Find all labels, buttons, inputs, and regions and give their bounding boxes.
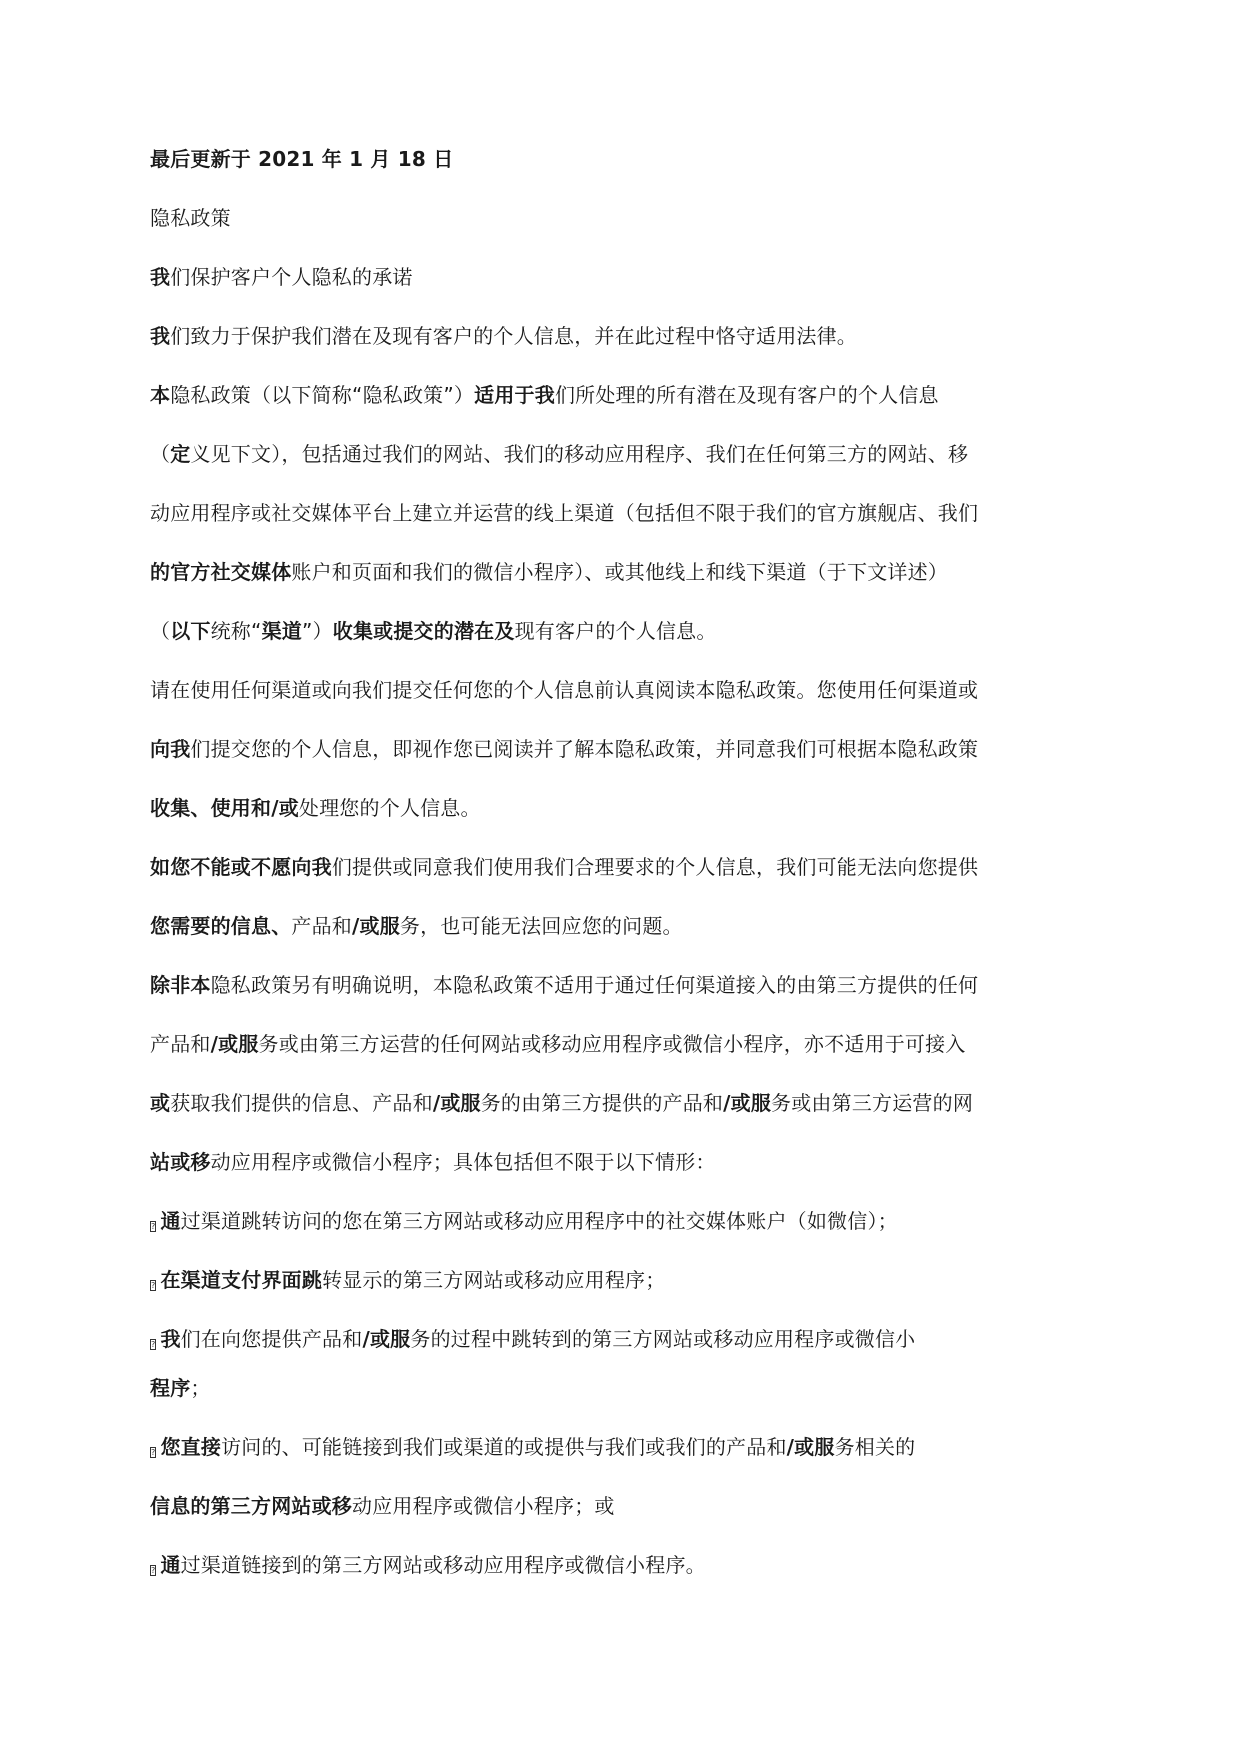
text-line bbox=[150, 147, 1090, 206]
text-run: 过渠道链接到的第三方网站或移动应用程序或微信小程序。 bbox=[180, 1553, 706, 1577]
bullet-placeholder-icon: ? bbox=[151, 1448, 156, 1457]
text-run: 账户和页面和我们的微信小程序）、或其他线上和线下渠道（于下文详述） bbox=[291, 560, 949, 584]
text-run: 获取我们提供的信息、产品和 bbox=[170, 1091, 433, 1115]
text-run: 转显示的第三方网站或移动应用程序； bbox=[322, 1268, 666, 1292]
text-run: 们在向您提供产品和 bbox=[180, 1327, 363, 1351]
bullet-placeholder-icon: ? bbox=[151, 1281, 156, 1290]
text-run: 隐私政策另有明确说明，本隐私政策不适用于通过任何渠道接入的由第三方提供的任何 bbox=[210, 973, 979, 997]
text-line bbox=[150, 678, 1090, 737]
text-line bbox=[150, 1376, 1090, 1435]
bold-text: /或服 bbox=[786, 1435, 835, 1459]
text-run: 们提交您的个人信息，即视作您已阅读并了解本隐私政策，并同意我们可根据本隐私政策 bbox=[190, 737, 979, 761]
text-run: 产品和 bbox=[291, 914, 353, 938]
text-run: 访问的、可能链接到我们或渠道的或提供与我们或我们的产品和 bbox=[221, 1435, 787, 1459]
text-run: 们致力于保护我们潜在及现有客户的个人信息，并在此过程中恪守适用法律。 bbox=[170, 324, 858, 348]
bold-text: 收集、使用和/或 bbox=[150, 796, 299, 820]
bold-text: /或服 bbox=[723, 1091, 772, 1115]
text-line bbox=[150, 619, 1090, 678]
text-run: 务或由第三方运营的任何网站或移动应用程序或微信小程序，亦不适用于可接入 bbox=[258, 1032, 966, 1056]
text-line bbox=[150, 1327, 1090, 1376]
bold-text: 站或移 bbox=[150, 1150, 211, 1174]
text-line bbox=[150, 442, 1090, 501]
bold-text: /或服 bbox=[432, 1091, 481, 1115]
bold-text: 如您不能或不愿向我 bbox=[150, 855, 332, 879]
text-line bbox=[150, 383, 1090, 442]
text-line bbox=[150, 1553, 1090, 1612]
text-line bbox=[150, 1435, 1090, 1494]
text-run: 动应用程序或微信小程序；或 bbox=[352, 1494, 615, 1518]
text-line bbox=[150, 973, 1090, 1032]
text-run: 隐私政策 bbox=[150, 206, 231, 230]
bold-text: 程序 bbox=[150, 1376, 191, 1400]
text-run: 们保护客户个人隐私的承诺 bbox=[170, 265, 413, 289]
text-line bbox=[150, 1150, 1090, 1209]
text-run: 务，也可能无法回应您的问题。 bbox=[399, 914, 683, 938]
bullet-placeholder-icon: ? bbox=[151, 1222, 156, 1231]
bold-text: 通 bbox=[160, 1209, 181, 1233]
bold-text: 定 bbox=[170, 442, 191, 466]
text-line bbox=[150, 855, 1090, 914]
text-run: 过渠道跳转访问的您在第三方网站或移动应用程序中的社交媒体账户（如微信）； bbox=[180, 1209, 898, 1233]
document-body bbox=[150, 147, 1090, 1612]
text-line bbox=[150, 1032, 1090, 1091]
text-line bbox=[150, 560, 1090, 619]
text-run: 隐私政策（以下简称“隐私政策”） bbox=[170, 383, 475, 407]
text-run: 动应用程序或微信小程序；具体包括但不限于以下情形： bbox=[210, 1150, 716, 1174]
text-run: 务的过程中跳转到的第三方网站或移动应用程序或微信小 bbox=[410, 1327, 916, 1351]
text-run: 处理您的个人信息。 bbox=[298, 796, 481, 820]
bold-text: 除非本 bbox=[150, 973, 211, 997]
text-run: （ bbox=[150, 619, 171, 643]
text-run: （ bbox=[150, 442, 171, 466]
text-run: 务或由第三方运营的网 bbox=[771, 1091, 974, 1115]
text-run: 务的由第三方提供的产品和 bbox=[480, 1091, 724, 1115]
bold-text: 我 bbox=[150, 324, 171, 348]
bold-text: 或 bbox=[150, 1091, 171, 1115]
text-line bbox=[150, 1209, 1090, 1268]
bold-text: 本 bbox=[150, 383, 171, 407]
text-run: ； bbox=[190, 1376, 211, 1400]
bold-text: 以下 bbox=[170, 619, 211, 643]
text-run: 现有客户的个人信息。 bbox=[514, 619, 717, 643]
text-run: 产品和 bbox=[150, 1032, 211, 1056]
bold-text: 通 bbox=[160, 1553, 181, 1577]
text-line bbox=[150, 1494, 1090, 1553]
text-line bbox=[150, 501, 1090, 560]
bold-text: 在渠道支付界面跳 bbox=[160, 1268, 323, 1292]
text-line bbox=[150, 265, 1090, 324]
bold-text: 信息的第三方网站或移 bbox=[150, 1494, 352, 1518]
bold-text: 您直接 bbox=[160, 1435, 222, 1459]
bold-text: /或服 bbox=[210, 1032, 259, 1056]
text-run: 请在使用任何渠道或向我们提交任何您的个人信息前认真阅读本隐私政策。您使用任何渠道或 bbox=[150, 678, 979, 702]
text-line bbox=[150, 324, 1090, 383]
bold-text: 我 bbox=[160, 1327, 181, 1351]
bold-text: /或服 bbox=[362, 1327, 411, 1351]
bold-text: /或服 bbox=[352, 914, 400, 938]
text-line bbox=[150, 1268, 1090, 1327]
text-line bbox=[150, 914, 1090, 973]
bold-text: 适用于我 bbox=[474, 383, 555, 407]
text-line bbox=[150, 796, 1090, 855]
text-line bbox=[150, 1091, 1090, 1150]
bold-text: 收集或提交的潜在及 bbox=[332, 619, 515, 643]
text-run: ”） bbox=[301, 619, 333, 643]
text-run: 义见下文），包括通过我们的网站、我们的移动应用程序、我们在任何第三方的网站、移 bbox=[190, 442, 969, 466]
text-line bbox=[150, 737, 1090, 796]
text-line bbox=[150, 206, 1090, 265]
text-run: 动应用程序或社交媒体平台上建立并运营的线上渠道（包括但不限于我们的官方旗舰店、我们 bbox=[150, 501, 979, 525]
bold-text: 最后更新于 2021 年 1 月 18 日 bbox=[150, 147, 454, 171]
bold-text: 渠道 bbox=[261, 619, 302, 643]
bold-text: 您需要的信息、 bbox=[150, 914, 292, 938]
text-run: 们提供或同意我们使用我们合理要求的个人信息，我们可能无法向您提供 bbox=[331, 855, 979, 879]
text-run: 们所处理的所有潜在及现有客户的个人信息 bbox=[554, 383, 939, 407]
bold-text: 我 bbox=[150, 265, 171, 289]
text-run: 务相关的 bbox=[834, 1435, 916, 1459]
bullet-placeholder-icon: ? bbox=[151, 1340, 156, 1349]
bold-text: 的官方社交媒体 bbox=[150, 560, 292, 584]
bold-text: 向我 bbox=[150, 737, 191, 761]
bullet-placeholder-icon: ? bbox=[151, 1566, 156, 1575]
text-run: 统称“ bbox=[210, 619, 262, 643]
